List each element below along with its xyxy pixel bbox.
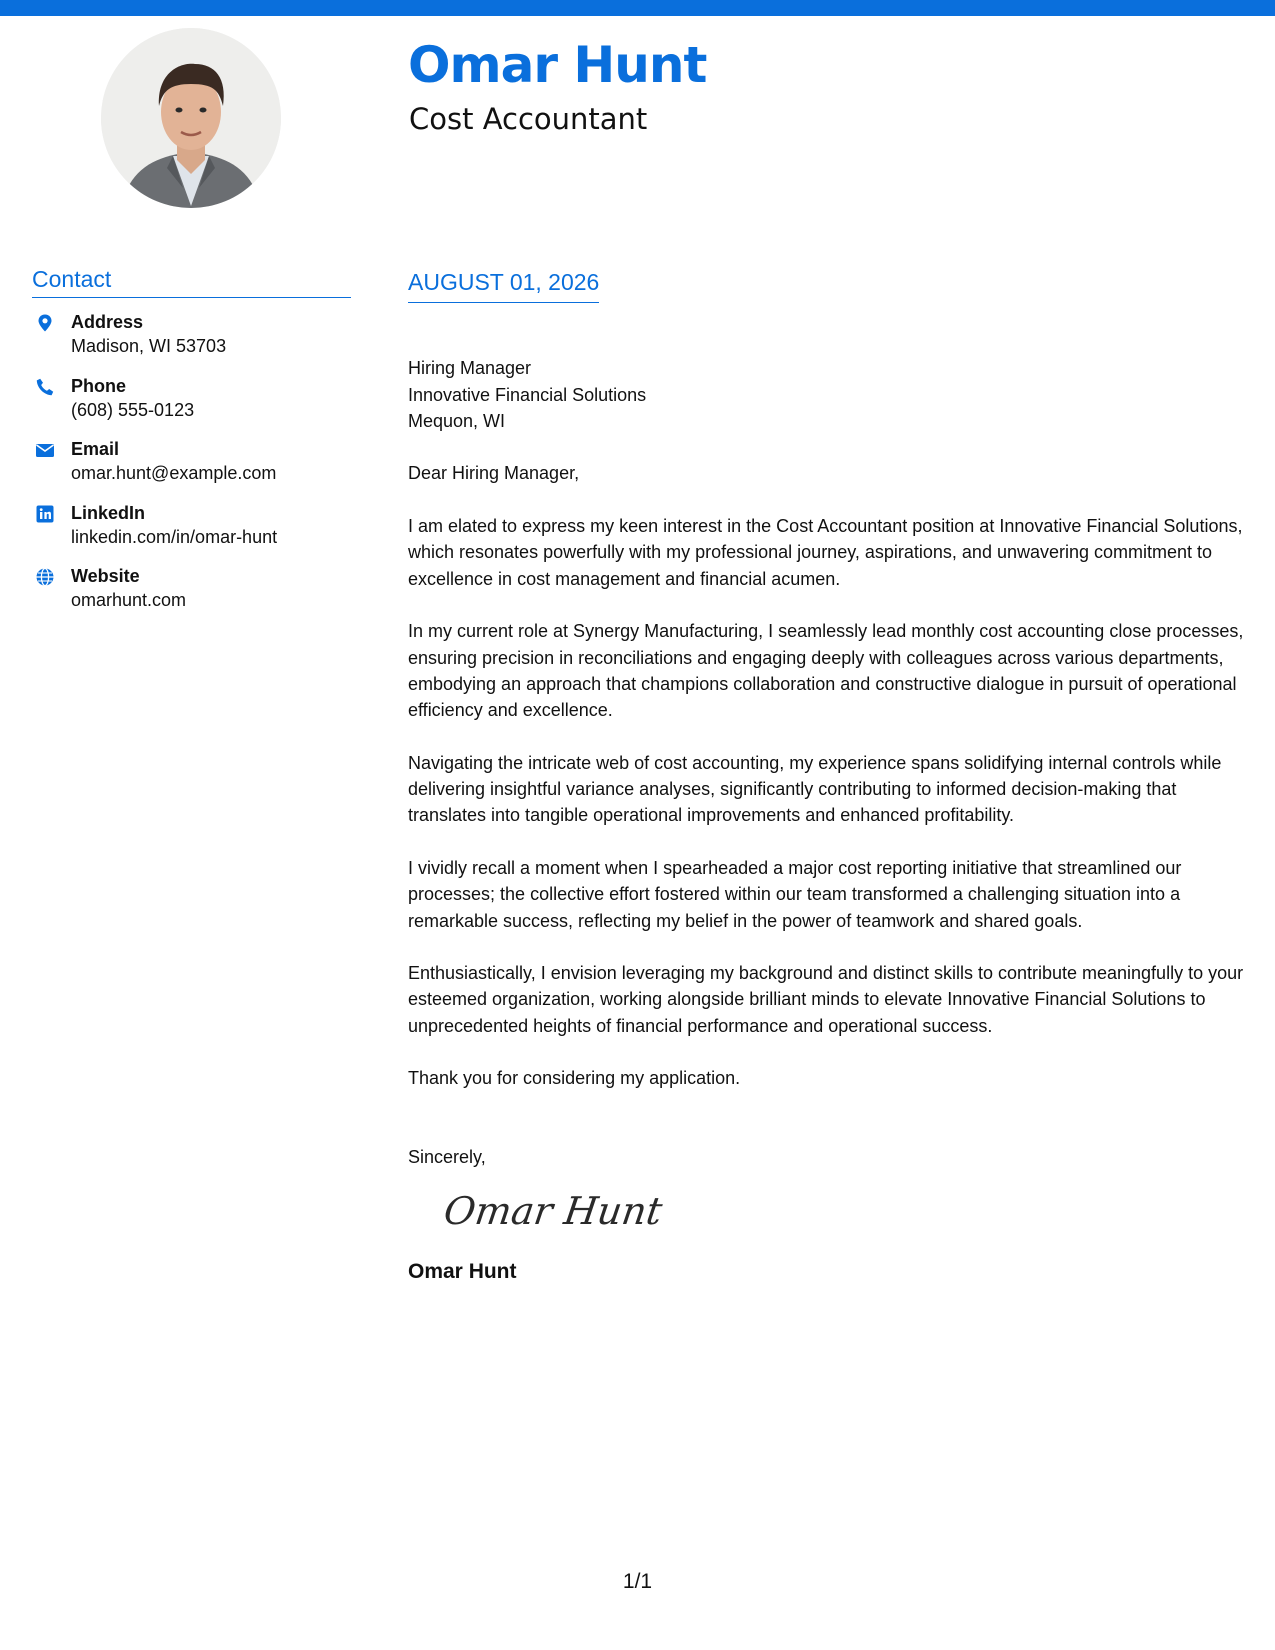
job-title: Cost Accountant: [409, 102, 648, 136]
website-value[interactable]: omarhunt.com: [71, 590, 187, 610]
letter-paragraph: I am elated to express my keen interest in the Cost Accountant position at Innovative Financial Solutions, which resonates powerfully with my professional journey, aspirations, and unwavering commitment to excellence in cost management and financial acumen.: [408, 516, 1243, 589]
email-value[interactable]: omar.hunt@example.com: [71, 463, 277, 483]
recipient-line: Hiring Manager: [408, 358, 532, 379]
letter-paragraph: Navigating the intricate web of cost accounting, my experience spans solidifying internal controls while delivering insightful variance analyses, significantly contributing to informed decision-making that translates into tangible operational improvements and enhanced profitability.: [408, 752, 1222, 826]
handwritten-signature: Omar Hunt: [441, 1188, 665, 1233]
website-label: Website: [71, 566, 140, 586]
letter-date: AUGUST 01, 2026: [408, 269, 599, 303]
letter-paragraph: In my current role at Synergy Manufacturing, I seamlessly lead monthly cost accounting close processes, ensuring precision in reconciliations and engaging deeply with colleagues across various departments, embodying an approach that champions collaboration and constructive dialogue in pursuit of operational efficiency and excellence.: [408, 621, 1244, 721]
page-number: 1/1: [622, 1570, 653, 1593]
linkedin-label: LinkedIn: [71, 502, 146, 523]
address-value: Madison, WI 53703: [71, 336, 227, 356]
letter-body: [408, 329, 1253, 1286]
recipient-line: Innovative Financial Solutions: [408, 384, 647, 405]
linkedin-icon: [35, 504, 55, 524]
contact-list: [32, 310, 352, 628]
linkedin-value[interactable]: linkedin.com/in/omar-hunt: [71, 526, 278, 547]
address-label: Address: [71, 312, 144, 332]
contact-item-phone: [32, 374, 352, 438]
map-pin-icon: [35, 313, 55, 333]
contact-item-email: [32, 437, 352, 501]
contact-heading: Contact: [32, 266, 351, 298]
contact-item-address: [32, 310, 352, 374]
letter-paragraph: Enthusiastically, I envision leveraging my background and distinct skills to contribute meaningfully to your esteemed organization, working alongside brilliant minds to elevate Innovative Financial Solutions to unprecedented heights of financial performance and operational success.: [408, 963, 1244, 1036]
candidate-name: Omar Hunt: [408, 36, 707, 94]
closing: Sincerely,: [408, 1146, 486, 1167]
contact-item-linkedin: [32, 501, 352, 565]
top-accent-bar: [0, 0, 1275, 16]
envelope-icon: [35, 440, 55, 460]
phone-label: Phone: [71, 375, 127, 396]
profile-photo: [101, 28, 281, 208]
letter-paragraph: Thank you for considering my application.: [408, 1068, 741, 1089]
globe-icon: [35, 567, 55, 587]
salutation: Dear Hiring Manager,: [408, 463, 580, 484]
contact-item-website: [32, 564, 352, 628]
letter-paragraph: I vividly recall a moment when I spearheaded a major cost reporting initiative that streamlined our processes; the collective effort fostered within our team transformed a challenging situation into a remarkable success, reflecting my belief in the power of teamwork and shared goals.: [408, 857, 1182, 931]
phone-value: (608) 555-0123: [71, 399, 195, 420]
email-label: Email: [71, 439, 120, 459]
recipient-line: Mequon, WI: [408, 410, 506, 431]
signer-name: Omar Hunt: [408, 1259, 517, 1283]
phone-icon: [35, 377, 55, 397]
